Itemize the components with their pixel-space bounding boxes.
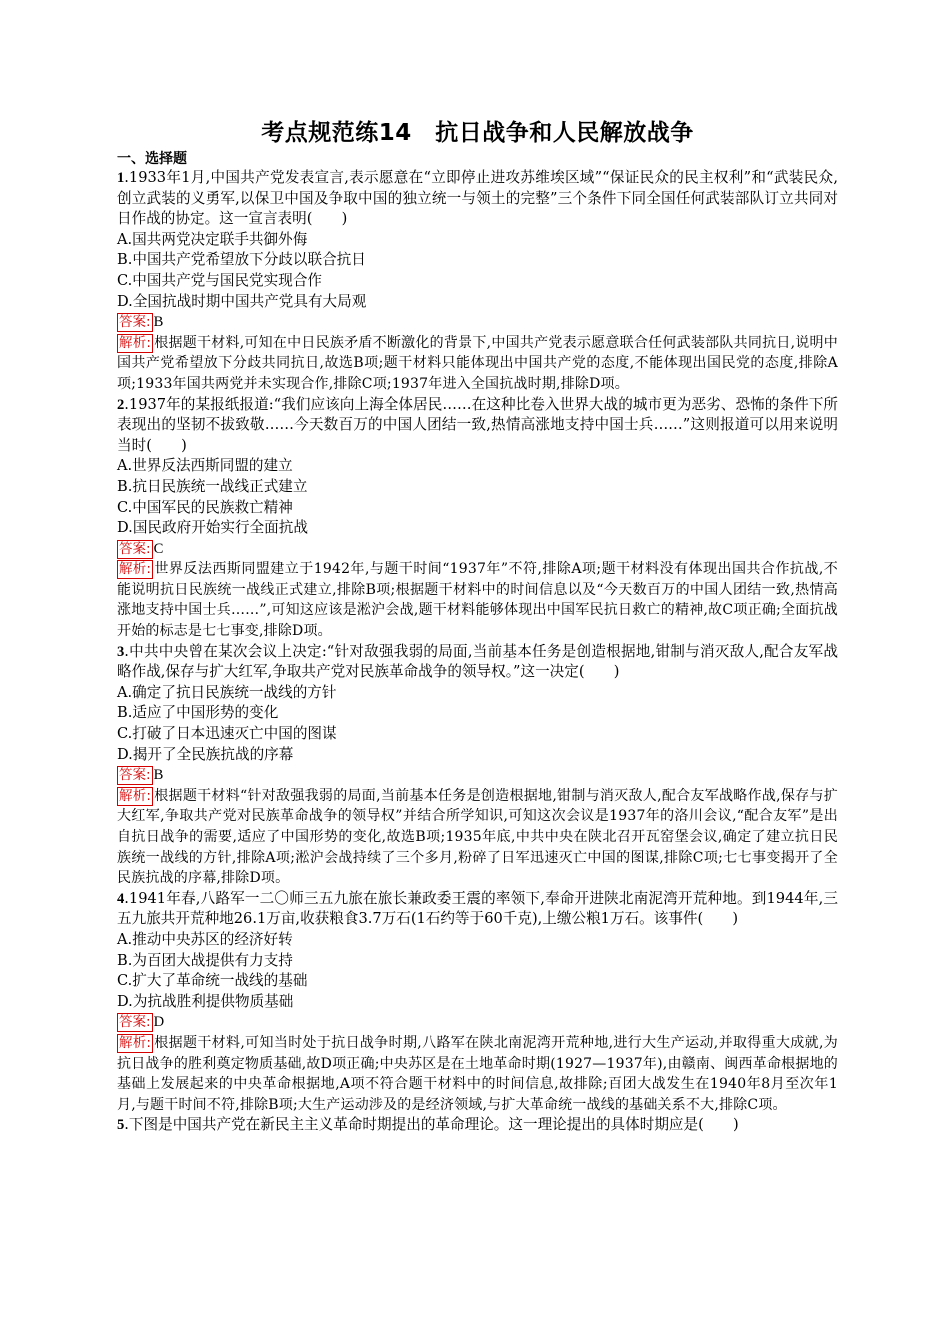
section-heading: 一、选择题 xyxy=(117,151,187,167)
analysis-tag: 解析: xyxy=(119,787,152,804)
option-c: C.中国共产党与国民党实现合作 xyxy=(117,271,323,289)
answer-value: C xyxy=(153,540,164,557)
answer-line xyxy=(117,1012,838,1033)
question-1 xyxy=(117,168,838,395)
question-text: .下图是中国共产党在新民主主义革命时期提出的革命理论。这一理论提出的具体时期应是( ) xyxy=(124,1116,739,1134)
question-3 xyxy=(117,642,838,889)
question-stem xyxy=(117,889,838,930)
option-b: B.抗日民族统一战线正式建立 xyxy=(117,477,308,495)
question-text: .1933年1月,中国共产党发表宣言,表示愿意在“立即停止进攻苏维埃区域”“保证民众的民主权利”和“武装民众,创立武装的义勇军,以保卫中国及争取中国的独立统一与领土的完整”三个条件下同全国任何武装部队订立共同对日作战的协定。这一宣言表明( ) xyxy=(117,169,838,228)
answer-tag: 答案: xyxy=(119,540,151,557)
answer-tag: 答案: xyxy=(119,314,151,331)
option-a: A.世界反法西斯同盟的建立 xyxy=(117,457,293,475)
question-stem xyxy=(117,168,838,230)
answer-value: D xyxy=(153,1014,165,1031)
analysis-line xyxy=(117,786,838,889)
option-a: A.国共两党决定联手共御外侮 xyxy=(117,230,308,248)
analysis-line xyxy=(117,559,838,641)
answer-line xyxy=(117,765,838,786)
question-stem xyxy=(117,1115,838,1136)
option-c: C.中国军民的民族救亡精神 xyxy=(117,498,293,516)
question-4 xyxy=(117,889,838,1116)
question-5 xyxy=(117,1115,838,1136)
analysis-line xyxy=(117,1033,838,1115)
question-text: .中共中央曾在某次会议上决定:“针对敌强我弱的局面,当前基本任务是创造根据地,钳制与消灭敌人,配合友军战略作战,保存与扩大红军,争取共产党对民族革命战争的领导权。”这一决定( ) xyxy=(117,642,838,681)
option-c: C.打破了日本迅速灭亡中国的图谋 xyxy=(117,725,337,743)
option-a: A.推动中央苏区的经济好转 xyxy=(117,930,293,948)
question-stem xyxy=(117,395,838,457)
option-d: D.为抗战胜利提供物质基础 xyxy=(117,992,294,1010)
question-text: .1941年春,八路军一二〇师三五九旅在旅长兼政委王震的率领下,奉命开进陕北南泥湾开荒种地。到1944年,三五九旅共开荒种地26.1万亩,收获粮食3.7万石(1石约等于60千克),上缴公粮1万石。该事件( ) xyxy=(117,889,838,928)
option-b: B.适应了中国形势的变化 xyxy=(117,704,279,722)
page-title: 考点规范练14 抗日战争和人民解放战争 xyxy=(261,120,694,146)
analysis-tag: 解析: xyxy=(119,334,152,351)
answer-value: B xyxy=(153,767,164,784)
analysis-tag: 解析: xyxy=(119,1034,152,1051)
question-2 xyxy=(117,395,838,642)
question-number: 1 xyxy=(117,170,125,186)
analysis-text: 根据题干材料,可知当时处于抗日战争时期,八路军在陕北南泥湾开荒种地,进行大生产运动,并取得重大成就,为抗日战争的胜利奠定物质基础,故D项正确;中央苏区是在土地革命时期(1927—1937年),由赣南、闽西革命根据地的基础上发展起来的中央革命根据地,A项不符合题干材料中的时间信息,故排除;百团大战发生在1940年8月至次年1月,与题干时间不符,排除B项;大生产运动涉及的是经济领域,与扩大革命统一战线的基础关系不大,排除C项。 xyxy=(117,1034,838,1113)
option-d: D.揭开了全民族抗战的序幕 xyxy=(117,745,294,763)
analysis-text: 根据题干材料“针对敌强我弱的局面,当前基本任务是创造根据地,钳制与消灭敌人,配合友军战略作战,保存与扩大红军,争取共产党对民族革命战争的领导权”并结合所学知识,可知这次会议是1937年的洛川会议,“配合友军”是出自抗日战争的需要,适应了中国形势的变化,故选B项;1935年底,中共中央在陕北召开瓦窑堡会议,确定了建立抗日民族统一战线的方针,排除A项;淞沪会战持续了三个多月,粉碎了日军迅速灭亡中国的图谋,排除C项;七七事变揭开了全民族抗战的序幕,排除D项。 xyxy=(117,787,838,887)
answer-tag: 答案: xyxy=(119,767,151,784)
question-stem xyxy=(117,642,838,683)
option-d: D.全国抗战时期中国共产党具有大局观 xyxy=(117,292,367,310)
option-b: B.中国共产党希望放下分歧以联合抗日 xyxy=(117,251,366,269)
question-number: 5 xyxy=(117,1117,125,1134)
answer-line xyxy=(117,312,838,333)
answer-tag: 答案: xyxy=(119,1014,151,1031)
option-c: C.扩大了革命统一战线的基础 xyxy=(117,972,308,990)
option-b: B.为百团大战提供有力支持 xyxy=(117,951,293,969)
question-number: 3 xyxy=(117,643,125,660)
analysis-tag: 解析: xyxy=(119,561,152,578)
analysis-line xyxy=(117,333,838,395)
option-a: A.确定了抗日民族统一战线的方针 xyxy=(117,683,337,701)
option-d: D.国民政府开始实行全面抗战 xyxy=(117,519,308,537)
question-text: .1937年的某报纸报道:“我们应该向上海全体居民……在这种比卷入世界大战的城市更为恶劣、恐怖的条件下所表现出的坚韧不拔致敬……今天数百万的中国人团结一致,热情高涨地支持中国士兵……”这则报道可以用来说明当时( ) xyxy=(117,395,838,454)
question-number: 4 xyxy=(117,890,125,907)
analysis-text: 根据题干材料,可知在中日民族矛盾不断激化的背景下,中国共产党表示愿意联合任何武装部队共同抗日,说明中国共产党希望放下分歧共同抗日,故选B项;题干材料只能体现出中国共产党的态度,不能体现出国民党的态度,排除A项;1933年国共两党并未实现合作,排除C项;1937年进入全国抗战时期,排除D项。 xyxy=(117,334,838,392)
analysis-text: 世界反法西斯同盟建立于1942年,与题干时间“1937年”不符,排除A项;题干材料没有体现出国共合作抗战,不能说明抗日民族统一战线正式建立,排除B项;根据题干材料中的时间信息以及“今天数百万的中国人团结一致,热情高涨地支持中国士兵……”,可知这应该是淞沪会战,题干材料能够体现出中国军民抗日救亡的精神,故C项正确;全面抗战开始的标志是七七事变,排除D项。 xyxy=(117,561,838,640)
answer-value: B xyxy=(153,314,164,331)
question-number: 2 xyxy=(117,396,125,413)
answer-line xyxy=(117,539,838,560)
